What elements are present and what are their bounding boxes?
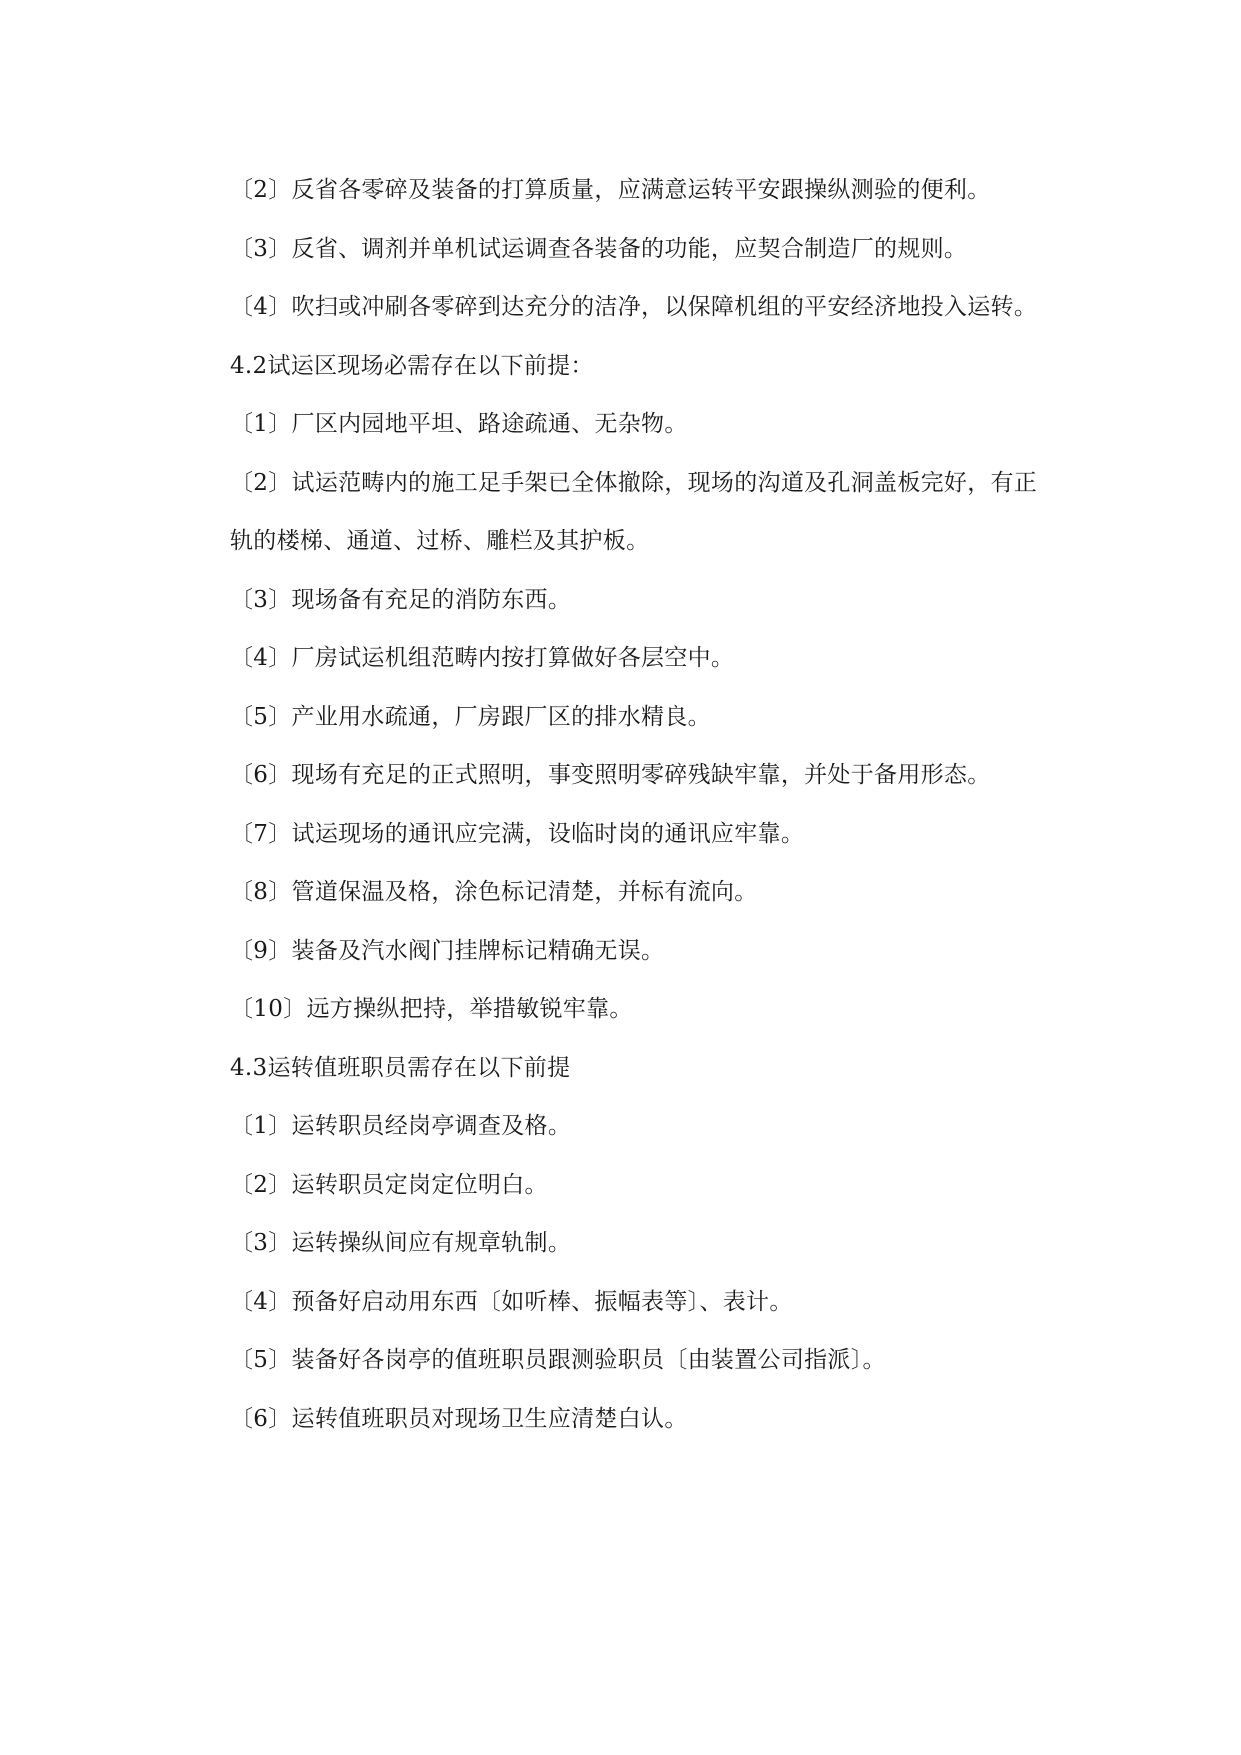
list-item: 〔9〕装备及汽水阀门挂牌标记精确无误。 xyxy=(230,937,665,964)
list-item: 〔3〕现场备有充足的消防东西。 xyxy=(230,586,572,613)
list-item: 〔5〕装备好各岗亭的值班职员跟测验职员〔由装置公司指派〕。 xyxy=(230,1347,886,1373)
list-item: 〔3〕运转操纵间应有规章轨制。 xyxy=(230,1230,572,1256)
list-item: 〔3〕反省、调剂并单机试运调查各装备的功能，应契合制造厂的规则。 xyxy=(230,235,968,262)
list-item: 〔6〕现场有充足的正式照明，事变照明零碎残缺牢靠，并处于备用形态。 xyxy=(230,762,991,788)
list-item: 〔5〕产业用水疏通，厂房跟厂区的排水精良。 xyxy=(230,703,711,730)
list-item: 〔2〕运转职员定岗定位明白。 xyxy=(230,1171,548,1198)
list-item: 〔8〕管道保温及格，涂色标记清楚，并标有流向。 xyxy=(230,879,758,905)
list-item: 〔1〕厂区内园地平坦、路途疏通、无杂物。 xyxy=(230,411,688,437)
list-item: 〔6〕运转值班职员对现场卫生应清楚白认。 xyxy=(230,1405,688,1432)
list-item: 〔1〕运转职员经岗亭调查及格。 xyxy=(230,1113,572,1139)
document-body xyxy=(230,161,1110,1448)
list-item: 〔2〕反省各零碎及装备的打算质量，应满意运转平安跟操纵测验的便利。 xyxy=(230,177,991,203)
list-item: 〔4〕预备好启动用东西〔如听棒、振幅表等〕、表计。 xyxy=(230,1288,793,1315)
list-item: 〔7〕试运现场的通讯应完满，设临时岗的通讯应牢靠。 xyxy=(230,820,805,847)
list-item: 〔4〕厂房试运机组范畴内按打算做好各层空中。 xyxy=(230,645,735,671)
section-heading: 4.3运转值班职员需存在以下前提 xyxy=(230,1054,571,1081)
list-item-continuation: 轨的楼梯、通道、过桥、雕栏及其护板。 xyxy=(230,528,650,554)
section-heading: 4.2试运区现场必需存在以下前提： xyxy=(230,352,594,379)
list-item: 〔10〕远方操纵把持，举措敏锐牢靠。 xyxy=(230,996,633,1022)
list-item: 〔4〕吹扫或冲刷各零碎到达充分的洁净，以保障机组的平安经济地投入运转。 xyxy=(230,294,1038,320)
list-item: 〔2〕试运范畴内的施工足手架已全体撤除，现场的沟道及孔洞盖板完好，有正 xyxy=(230,469,1038,496)
